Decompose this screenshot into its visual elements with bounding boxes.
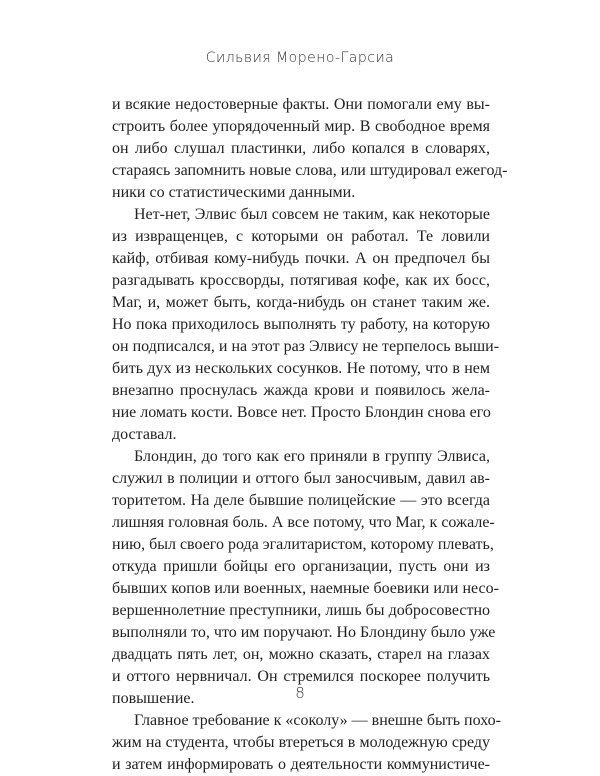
- text-line: ники со статистическими данными.: [112, 184, 356, 201]
- text-line: и оттого нервничал. Он стремился поскорее получить: [112, 668, 490, 685]
- text-line: повышение.: [112, 690, 195, 707]
- paragraph: [112, 710, 501, 776]
- text-line: лишняя головная боль. А все потому, что Маг, к сожале-: [112, 514, 495, 531]
- text-line: разгадывать кроссворды, потягивая кофе, как их босс,: [112, 272, 490, 289]
- text-line: Блондин, до того как его приняли в группу Элвиса,: [134, 448, 490, 465]
- page-number: 8: [295, 684, 305, 702]
- paragraph: [112, 204, 500, 446]
- text-line: бить дух из нескольких сосунков. Не потому, что в нем: [112, 360, 490, 377]
- text-line: бывших копов или военных, наемные боевики или несо-: [112, 580, 499, 597]
- text-line: и затем информировать о деятельности коммунистиче-: [112, 756, 490, 773]
- paragraph: [112, 94, 508, 204]
- text-line: он подписался, и на этот раз Элвису не терпелось выши-: [112, 338, 500, 355]
- text-line: из извращенцев, с которыми он работал. Те ловили: [112, 228, 490, 245]
- text-line: откуда пришли бойцы его организации, пусть они из: [112, 558, 490, 575]
- text-line: внезапно проснулась жажда крови и появилось жела-: [112, 382, 490, 399]
- body-text: [112, 94, 508, 776]
- text-line: он либо слушал пластинки, либо копался в словарях,: [112, 140, 490, 157]
- text-line: торитетом. На деле бывшие полицейские — это всегда: [112, 492, 490, 509]
- text-line: доставал.: [112, 426, 177, 443]
- text-line: Нет-нет, Элвис был совсем не таким, как некоторые: [134, 206, 490, 223]
- text-line: кайф, отбивая кому-нибудь почки. А он предпочел бы: [112, 250, 490, 267]
- text-line: Но пока приходилось выполнять ту работу, на которую: [112, 316, 490, 333]
- text-line: строить более упорядоченный мир. В свободное время: [112, 118, 490, 135]
- text-line: стараясь запомнить новые слова, или штудировал ежегод-: [112, 162, 508, 179]
- text-line: выполняли то, что им поручают. Но Блондину было уже: [112, 624, 496, 641]
- text-line: жим на студента, чтобы втереться в молодежную среду: [112, 734, 490, 751]
- text-line: Главное требование к «соколу» — внешне быть похо-: [134, 712, 501, 729]
- paragraph: [112, 446, 499, 710]
- text-line: нию, был своего рода эгалитаристом, которому плевать,: [112, 536, 494, 553]
- text-line: вершеннолетние преступники, лишь бы добросовестно: [112, 602, 490, 619]
- text-line: служил в полиции и оттого был заносчивым, давил ав-: [112, 470, 490, 487]
- text-line: и всякие недостоверные факты. Они помогали ему вы-: [112, 96, 490, 113]
- text-line: ние ломать кости. Вовсе нет. Просто Блондин снова его: [112, 404, 491, 421]
- running-title: Сильвия Морено-Гарсиа: [205, 50, 395, 66]
- text-line: Маг, и, может быть, когда-нибудь он станет таким же.: [112, 294, 490, 311]
- text-line: двадцать пять лет, он, можно сказать, старел на глазах: [112, 646, 490, 663]
